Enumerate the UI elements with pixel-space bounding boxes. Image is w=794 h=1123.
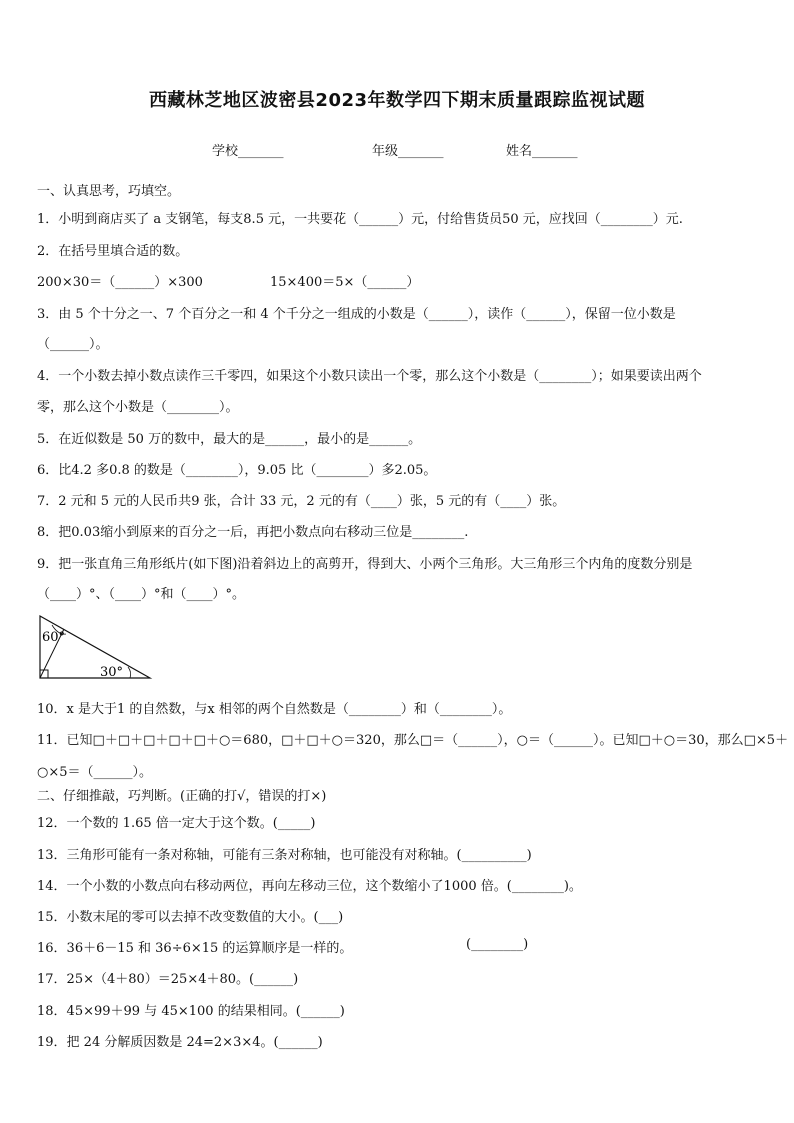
name-field[interactable]: 姓名_______ <box>506 144 578 159</box>
question-19: 19．把 24 分解质因数是 24=2×3×4。(______) <box>37 1035 323 1050</box>
question-2: 2．在括号里填合适的数。 <box>37 244 189 259</box>
triangle-outline <box>40 616 150 678</box>
question-2a: 200×30＝（______）×300 <box>37 275 203 290</box>
angle-30-label: 30° <box>100 665 124 680</box>
question-3-line1: 3．由 5 个十分之一、7 个百分之一和 4 个千分之一组成的小数是（______），读作（______），保留一位小数是 <box>37 307 676 322</box>
question-10: 10．x 是大于1 的自然数，与x 相邻的两个自然数是（________）和（________）。 <box>37 702 512 717</box>
question-9-line2: （____）°、（____）°和（____）°。 <box>37 587 246 602</box>
question-9-line1: 9．把一张直角三角形纸片(如下图)沿着斜边上的高剪开，得到大、小两个三角形。大三角形三个内角的度数分别是 <box>37 557 693 572</box>
school-field[interactable]: 学校_______ <box>212 144 284 159</box>
question-11-line1: 11．已知□＋□＋□＋□＋□＋○＝680，□＋□＋○＝320，那么□＝（______），○＝（______）。已知□＋○＝30，那么□×5＋ <box>37 733 789 748</box>
question-18: 18．45×99＋99 与 45×100 的结果相同。(______) <box>37 1004 345 1019</box>
question-1: 1．小明到商店买了 a 支钢笔，每支8.5 元，一共要花（______）元，付给售货员50 元，应找回（________）元. <box>37 212 683 227</box>
question-6: 6．比4.2 多0.8 的数是（________），9.05 比（________）多2.05。 <box>37 463 437 478</box>
right-angle-mark <box>40 670 48 678</box>
question-15: 15．小数末尾的零可以去掉不改变数值的大小。(___) <box>37 910 344 925</box>
question-4-line1: 4．一个小数去掉小数点读作三千零四，如果这个小数只读出一个零，那么这个小数是（________）；如果要读出两个 <box>37 369 702 384</box>
question-3-line2: （______）。 <box>37 337 109 352</box>
question-4-line2: 零，那么这个小数是（________）。 <box>37 400 239 415</box>
question-5: 5．在近似数是 50 万的数中，最大的是______，最小的是______。 <box>37 432 422 447</box>
question-13: 13．三角形可能有一条对称轴，可能有三条对称轴，也可能没有对称轴。(__________) <box>37 848 532 863</box>
question-8: 8．把0.03缩小到原来的百分之一后，再把小数点向右移动三位是________. <box>37 525 469 540</box>
question-16: 16．36＋6－15 和 36÷6×15 的运算顺序是一样的。 <box>37 941 353 956</box>
question-16-answer: (________) <box>466 937 529 952</box>
question-12: 12．一个数的 1.65 倍一定大于这个数。(_____) <box>37 816 316 831</box>
section-heading-judge: 二、仔细推敲，巧判断。(正确的打√，错误的打×) <box>37 789 327 804</box>
right-triangle-figure <box>36 614 154 682</box>
question-14: 14．一个小数的小数点向右移动两位，再向左移动三位，这个数缩小了1000 倍。(________)。 <box>37 879 582 894</box>
page-title: 西藏林芝地区波密县2023年数学四下期末质量跟踪监视试题 <box>148 90 646 111</box>
question-7: 7．2 元和 5 元的人民币共9 张，合计 33 元，2 元的有（____）张，5 元的有（____）张。 <box>37 494 566 509</box>
section-heading-fill-in: 一、认真思考，巧填空。 <box>37 184 181 199</box>
question-17: 17．25×（4＋80）＝25×4＋80。(______) <box>37 972 299 987</box>
question-11-line2: ○×5＝（______）。 <box>37 765 153 780</box>
bottom-angle-arc <box>128 667 131 678</box>
angle-60-label: 60° <box>42 630 66 645</box>
grade-field[interactable]: 年级_______ <box>372 144 444 159</box>
question-2b: 15×400＝5×（______） <box>270 275 420 290</box>
